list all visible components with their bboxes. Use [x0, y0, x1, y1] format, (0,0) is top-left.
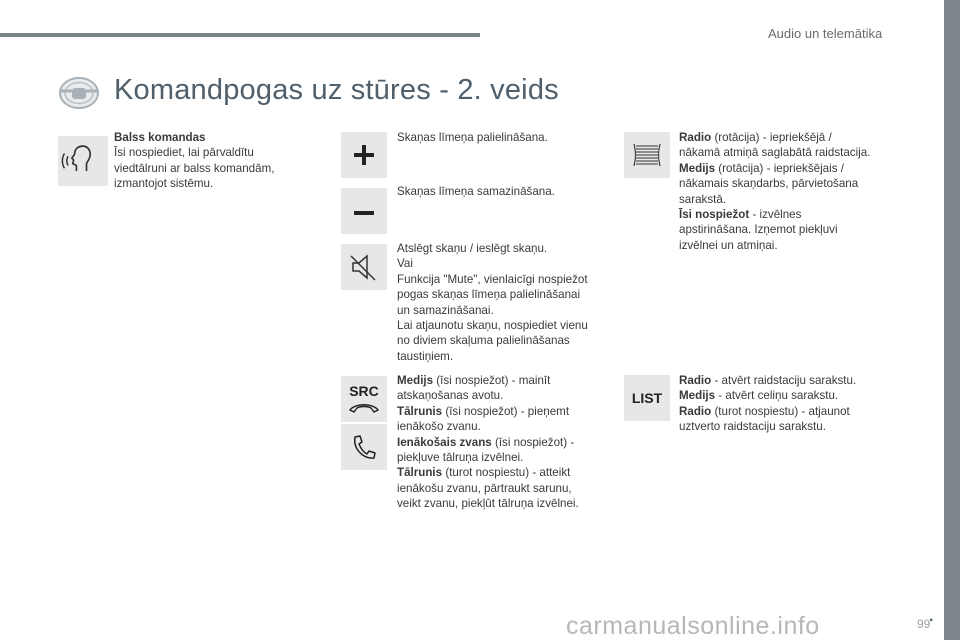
list-button-icon	[624, 375, 670, 421]
voice-command-text: Balss komandas Īsi nospiediet, lai pārvaldītu viedtālruni ar balss komandām, izmantojot sistēmu.	[114, 131, 275, 191]
page-title: Komandpogas uz stūres - 2. veids	[114, 74, 559, 106]
src-button-icon	[341, 376, 387, 422]
header-bar	[0, 33, 480, 37]
list-label: LIST	[631, 390, 663, 406]
thumbwheel-icon	[624, 132, 670, 178]
volume-up-icon	[341, 132, 387, 178]
steering-wheel-icon	[58, 76, 100, 110]
src-text: Medijs (īsi nospiežot) - mainīt atskaņošanas avotu. Tālrunis (īsi nospiežot) - pieņemt ienākošo zvanu. Ienākošais zvans (īsi nospiežot) - piekļuve tālruņa izvēlnei. Tālrunis (turot nospiestu) - atteikt ienākošu zvanu, pārtraukt sarunu, veikt zvanu, piekļūt tālruņa izvēlnei.	[397, 374, 579, 511]
thumbwheel-text: Radio (rotācija) - iepriekšējā / nākamā atmiņā saglabātā raidstacija. Medijs (rotācija) - iepriekšējais / nākamais skaņdarbs, pārvietošana sarakstā. Īsi nospiežot - izvēlnes apstirināšana. Izņemot piekļuvi izvēlnei un atmiņai.	[679, 131, 871, 252]
list-text: Radio - atvērt raidstaciju sarakstu. Medijs - atvērt celiņu sarakstu. Radio (turot nospiestu) - atjaunot uztverto raidstaciju sarakstu.	[679, 374, 857, 434]
src-label: SRC	[349, 383, 379, 399]
voice-command-button-icon	[58, 136, 108, 186]
volume-up-text: Skaņas līmeņa palielināšana.	[397, 131, 548, 144]
side-tab	[944, 0, 960, 640]
footer-dot: .	[929, 608, 934, 625]
page-number: 99	[917, 617, 931, 631]
mute-text: Atslēgt skaņu / ieslēgt skaņu. Vai Funkcija "Mute", vienlaicīgi nospiežot pogas skaņas līmeņa palielināšanai un samazināšanai. Lai atjaunotu skaņu, nospiediet vienu no diviem skaļuma palielināšanas taustiņiem.	[397, 242, 588, 363]
watermark: carmanualsonline.info	[566, 612, 820, 640]
mute-icon	[341, 244, 387, 290]
volume-down-icon	[341, 188, 387, 234]
phone-icon	[341, 424, 387, 470]
volume-down-text: Skaņas līmeņa samazināšana.	[397, 185, 555, 198]
section-title: Audio un telemātika	[768, 26, 883, 41]
